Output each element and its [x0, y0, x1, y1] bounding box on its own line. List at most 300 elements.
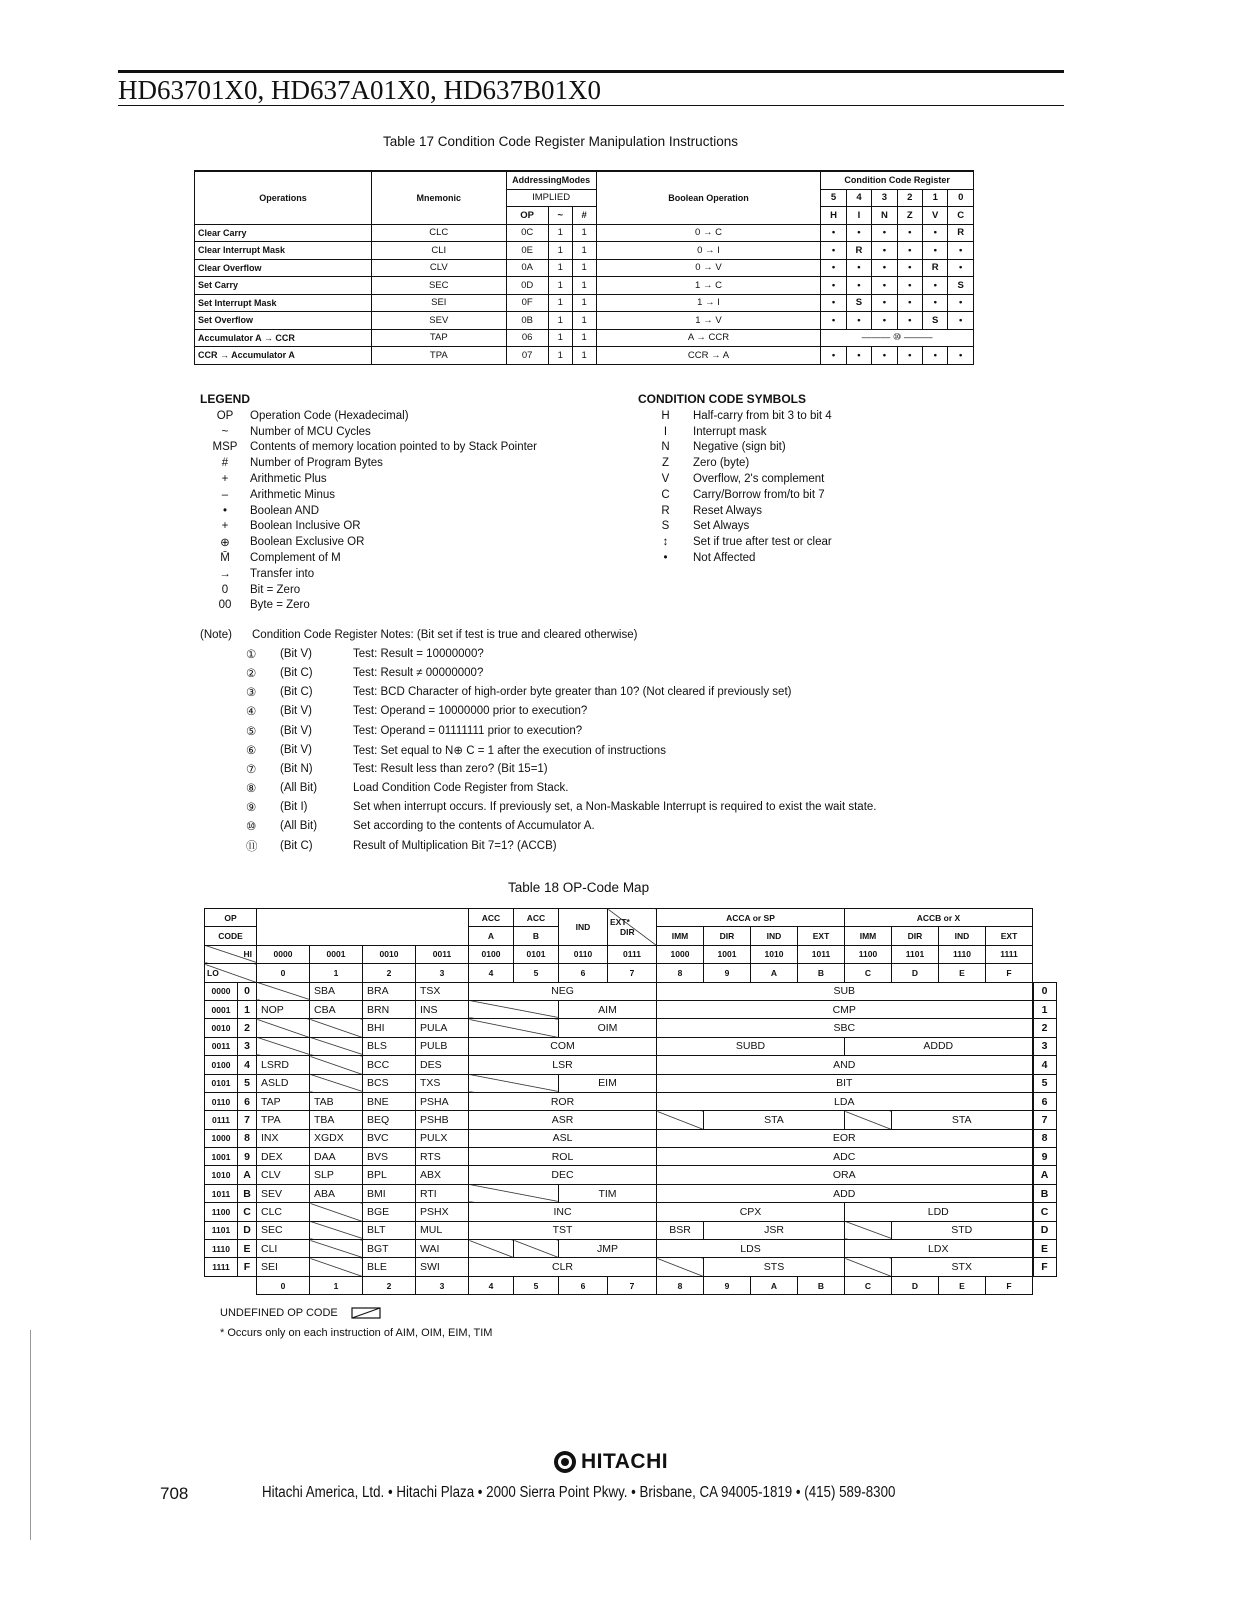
- cc-cell: •: [821, 259, 846, 277]
- hi-hex-cell: E: [939, 1276, 986, 1294]
- acc-label: ACC: [514, 909, 559, 927]
- boolean-cell: CCR → A: [596, 347, 821, 365]
- note-item: [200, 702, 877, 721]
- table-row: [195, 259, 974, 277]
- mnemonic-cell: BRA: [363, 982, 416, 1000]
- instruction-cell: ASR: [469, 1111, 657, 1129]
- list-item: [638, 424, 832, 440]
- cc-cell: •: [948, 259, 974, 277]
- cc-span-cell: ——— ⑩ ———: [821, 329, 974, 347]
- note-text: Test: BCD Character of high-order byte greater than 10? (Not cleared if previously set): [353, 686, 792, 699]
- operation-cell: CCR → Accumulator A: [195, 347, 372, 365]
- instruction-cell: EOR: [657, 1129, 1033, 1147]
- symbol: N: [661, 441, 670, 454]
- symbol: →: [219, 567, 231, 580]
- list-item: [638, 503, 832, 519]
- list-item: [200, 487, 537, 503]
- lo-bin-cell: 0010: [205, 1019, 238, 1037]
- note-item: [200, 644, 877, 663]
- mnemonic-cell: BHI: [363, 1019, 416, 1037]
- lo-hex-right-cell: E: [1033, 1240, 1057, 1258]
- note-number: ⑥: [246, 744, 257, 757]
- hi-bin-cell: 1111: [986, 945, 1033, 963]
- opcode-row: [205, 1240, 1057, 1258]
- lo-bin-cell: 0101: [205, 1074, 238, 1092]
- undefined-opcode-cell: [469, 1074, 559, 1092]
- lo-hex-cell: 1: [238, 1000, 257, 1018]
- mnemonic-cell: PULX: [416, 1129, 469, 1147]
- instruction-cell: BSR: [657, 1221, 704, 1239]
- mnemonic-cell: TSX: [416, 982, 469, 1000]
- cc-cell: R: [846, 242, 871, 260]
- hi-hex-cell: 3: [416, 964, 469, 982]
- undefined-opcode-cell: [310, 1258, 363, 1276]
- mode-dir: DIR: [892, 927, 939, 945]
- note-text: Test: Result less than zero? (Bit 15=1): [353, 762, 548, 775]
- opcode-cell: 0D: [506, 277, 548, 295]
- undefined-opcode-cell: [310, 1037, 363, 1055]
- symbol: M̄: [220, 552, 230, 565]
- table-row: [195, 347, 974, 365]
- hi-hex-cell: 3: [416, 1276, 469, 1294]
- cc-cell: •: [923, 347, 948, 365]
- list-item: [638, 440, 832, 456]
- hi-hex-cell: A: [751, 964, 798, 982]
- opcode-map-table: [204, 908, 1057, 1295]
- mnemonic-cell: PSHA: [416, 1092, 469, 1110]
- lo-hex-right-cell: 1: [1033, 1000, 1057, 1018]
- symbol-description: Boolean Exclusive OR: [250, 536, 365, 549]
- flag-c: C: [948, 207, 974, 225]
- note-number: ⑩: [246, 821, 257, 834]
- instruction-cell: CMP: [657, 1000, 1033, 1018]
- header-rule-top: [118, 70, 1064, 73]
- hi-bin-cell: 0111: [608, 945, 657, 963]
- note-text: Test: Result = 10000000?: [353, 647, 484, 660]
- lo-bin-cell: 1110: [205, 1240, 238, 1258]
- note-text: Test: Operand = 10000000 prior to execution?: [353, 705, 588, 718]
- undefined-opcode-cell: [310, 1019, 363, 1037]
- bit-2: 2: [897, 189, 922, 207]
- undefined-opcode-cell: [257, 982, 310, 1000]
- hi-hex-cell: B: [798, 1276, 845, 1294]
- table18-caption: Table 18 OP-Code Map: [508, 880, 650, 895]
- mnemonic-cell: PSHX: [416, 1203, 469, 1221]
- cc-cell: •: [923, 277, 948, 295]
- symbol: S: [661, 520, 670, 533]
- mnemonic-cell: SEV: [257, 1184, 310, 1202]
- cc-cell: R: [923, 259, 948, 277]
- undefined-opcode-cell: [514, 1240, 559, 1258]
- symbol-description: Bit = Zero: [250, 583, 301, 596]
- footnote: * Occurs only on each instruction of AIM, OIM, EIM, TIM: [220, 1327, 493, 1339]
- cycles-cell: 1: [548, 329, 572, 347]
- symbol: 00: [218, 599, 232, 612]
- opcode-row: [205, 1037, 1057, 1055]
- cc-cell: •: [872, 294, 897, 312]
- table-row: [195, 329, 974, 347]
- opcode-row: [205, 1203, 1057, 1221]
- instruction-cell: ROL: [469, 1148, 657, 1166]
- instruction-cell: JSR: [704, 1221, 845, 1239]
- mode-dir: DIR: [704, 927, 751, 945]
- opcode-cell: 0E: [506, 242, 548, 260]
- list-item: [200, 471, 537, 487]
- mnemonic-cell: RTS: [416, 1148, 469, 1166]
- note-bit: (All Bit): [280, 820, 318, 833]
- mnemonic-cell: BVC: [363, 1129, 416, 1147]
- list-item: [200, 424, 537, 440]
- instruction-cell: ASL: [469, 1129, 657, 1147]
- list-item: [200, 440, 537, 456]
- mnemonic-cell: CLC: [371, 224, 506, 242]
- cc-cell: •: [897, 242, 922, 260]
- accb-x-label: ACCB or X: [845, 909, 1033, 927]
- bytes-cell: 1: [572, 329, 596, 347]
- boolean-cell: 0 → C: [596, 224, 821, 242]
- list-item: [200, 598, 537, 614]
- opcode-cell: 07: [506, 347, 548, 365]
- symbol: Z: [661, 457, 670, 470]
- instruction-cell: STA: [892, 1111, 1033, 1129]
- boolean-cell: 1 → I: [596, 294, 821, 312]
- instruction-cell: LDA: [657, 1092, 1033, 1110]
- note-number: ⑪: [246, 840, 258, 853]
- mnemonic-cell: PULA: [416, 1019, 469, 1037]
- lo-hex-right-cell: F: [1033, 1258, 1057, 1276]
- undefined-opcode-cell: [469, 1000, 559, 1018]
- mnemonic-cell: ABX: [416, 1166, 469, 1184]
- instruction-cell: SUBD: [657, 1037, 845, 1055]
- mnemonic-cell: BLT: [363, 1221, 416, 1239]
- instruction-cell: LDD: [845, 1203, 1033, 1221]
- hi-bin-cell: 0010: [363, 945, 416, 963]
- operations-header: Operations: [195, 171, 372, 224]
- lo-hex-cell: 9: [238, 1148, 257, 1166]
- undefined-opcode-cell: [310, 1074, 363, 1092]
- hi-hex-cell: 6: [559, 1276, 608, 1294]
- lo-bin-cell: 0100: [205, 1056, 238, 1074]
- undefined-opcode-cell: [310, 1203, 363, 1221]
- ccr-notes: [200, 625, 877, 855]
- mnemonic-cell: SBA: [310, 982, 363, 1000]
- mnemonic-cell: BCC: [363, 1056, 416, 1074]
- mnemonic-cell: DAA: [310, 1148, 363, 1166]
- flag-h: H: [821, 207, 846, 225]
- note-bit: (Bit V): [280, 743, 312, 756]
- instruction-cell: DEC: [469, 1166, 657, 1184]
- mnemonic-cell: TXS: [416, 1074, 469, 1092]
- symbol-description: Set Always: [693, 520, 750, 533]
- lo-hex-cell: 4: [238, 1056, 257, 1074]
- mnemonic-cell: CLI: [371, 242, 506, 260]
- cc-symbols-title: CONDITION CODE SYMBOLS: [638, 392, 807, 406]
- instruction-cell: SUB: [657, 982, 1033, 1000]
- lo-hex-cell: 5: [238, 1074, 257, 1092]
- list-item: [200, 519, 537, 535]
- mnemonic-cell: DES: [416, 1056, 469, 1074]
- cc-cell: •: [846, 224, 871, 242]
- symbol-description: Boolean Inclusive OR: [250, 520, 361, 533]
- page-title: HD63701X0, HD637A01X0, HD637B01X0: [118, 75, 601, 105]
- hi-bin-cell: 0100: [469, 945, 514, 963]
- note-number: ③: [246, 687, 257, 700]
- op-label: OP: [205, 909, 257, 927]
- hi-hex-cell: 4: [469, 964, 514, 982]
- cc-cell: •: [948, 242, 974, 260]
- symbol: #: [221, 457, 229, 470]
- list-item: [638, 455, 832, 471]
- cc-cell: •: [923, 242, 948, 260]
- cycles-cell: 1: [548, 294, 572, 312]
- symbol-description: Carry/Borrow from/to bit 7: [693, 488, 825, 501]
- code-label: CODE: [205, 927, 257, 945]
- cc-cell: •: [948, 347, 974, 365]
- instruction-cell: SBC: [657, 1019, 1033, 1037]
- mnemonic-cell: INS: [416, 1000, 469, 1018]
- opcode-cell: 0F: [506, 294, 548, 312]
- cc-cell: •: [846, 312, 871, 330]
- instruction-cell: ADC: [657, 1148, 1033, 1166]
- boolean-cell: 1 → C: [596, 277, 821, 295]
- symbol: ↕: [662, 536, 669, 549]
- table-row: [195, 294, 974, 312]
- note-bit: (Bit C): [280, 686, 313, 699]
- mnemonic-cell: WAI: [416, 1240, 469, 1258]
- note-item: [200, 683, 877, 702]
- notes-label: (Note): [200, 628, 232, 641]
- lo-hex-right-cell: 4: [1033, 1056, 1057, 1074]
- instruction-cell: BIT: [657, 1074, 1033, 1092]
- instruction-cell: AND: [657, 1056, 1033, 1074]
- operation-cell: Set Carry: [195, 277, 372, 295]
- list-item: [638, 487, 832, 503]
- cc-cell: •: [872, 242, 897, 260]
- mnemonic-cell: SWI: [416, 1258, 469, 1276]
- cycles-cell: 1: [548, 224, 572, 242]
- symbol-description: Contents of memory location pointed to by Stack Pointer: [250, 441, 538, 454]
- mnemonic-cell: SEV: [371, 312, 506, 330]
- lo-hex-cell: 8: [238, 1129, 257, 1147]
- lo-hex-right-cell: 5: [1033, 1074, 1057, 1092]
- instruction-cell: STD: [892, 1221, 1033, 1239]
- hitachi-logo: [553, 1450, 668, 1474]
- implied-header: IMPLIED: [506, 189, 596, 207]
- hi-bin-cell: 0101: [514, 945, 559, 963]
- undefined-opcode-cell: [657, 1258, 704, 1276]
- instruction-cell: LDX: [845, 1240, 1033, 1258]
- instruction-cell: STS: [704, 1258, 845, 1276]
- hi-hex-cell: 9: [704, 964, 751, 982]
- symbol-description: Operation Code (Hexadecimal): [250, 409, 409, 422]
- operation-cell: Clear Overflow: [195, 259, 372, 277]
- hi-hex-cell: 0: [257, 1276, 310, 1294]
- note-number: ①: [246, 648, 257, 661]
- header-rule-bottom: [118, 105, 1064, 106]
- legend-title: LEGEND: [200, 392, 251, 406]
- hi-hex-cell: F: [986, 964, 1033, 982]
- cc-cell: •: [872, 224, 897, 242]
- lo-hex-cell: A: [238, 1166, 257, 1184]
- note-number: ⑦: [246, 763, 257, 776]
- lo-hex-cell: 0: [238, 982, 257, 1000]
- hi-bin-cell: 1000: [657, 945, 704, 963]
- symbol-description: Number of MCU Cycles: [250, 425, 371, 438]
- ccr-manipulation-table: [194, 170, 974, 365]
- list-item: [200, 408, 537, 424]
- undefined-opcode-cell: [310, 1056, 363, 1074]
- mnemonic-cell: CLV: [257, 1166, 310, 1184]
- bit-1: 1: [923, 189, 948, 207]
- lo-bin-cell: 1001: [205, 1148, 238, 1166]
- note-item: [200, 740, 877, 759]
- lo-bin-cell: 1011: [205, 1184, 238, 1202]
- note-text: Set according to the contents of Accumulator A.: [353, 820, 595, 833]
- table17-caption: Table 17 Condition Code Register Manipulation Instructions: [383, 134, 738, 149]
- mnemonic-cell: ASLD: [257, 1074, 310, 1092]
- symbol-description: Not Affected: [693, 552, 756, 565]
- note-number: ④: [246, 706, 257, 719]
- symbol-description: Byte = Zero: [250, 599, 310, 612]
- hitachi-logo-icon: [553, 1450, 577, 1474]
- lo-hex-right-cell: D: [1033, 1221, 1057, 1239]
- lo-bin-cell: 1010: [205, 1166, 238, 1184]
- lo-label: LO: [205, 964, 257, 982]
- cc-cell: •: [948, 312, 974, 330]
- mnemonic-cell: LSRD: [257, 1056, 310, 1074]
- symbol: –: [221, 488, 229, 501]
- hi-hex-cell: A: [751, 1276, 798, 1294]
- mode-imm: IMM: [845, 927, 892, 945]
- symbol: I: [663, 425, 668, 438]
- mnemonic-cell: XGDX: [310, 1129, 363, 1147]
- bit-5: 5: [821, 189, 846, 207]
- lo-hex-cell: 7: [238, 1111, 257, 1129]
- note-number: ⑤: [246, 725, 257, 738]
- opcode-row: [205, 1184, 1057, 1202]
- operation-cell: Set Overflow: [195, 312, 372, 330]
- mnemonic-cell: BGE: [363, 1203, 416, 1221]
- brand-name: HITACHI: [581, 1450, 669, 1473]
- cc-cell: S: [948, 277, 974, 295]
- mnemonic-cell: TAB: [310, 1092, 363, 1110]
- note-number: ②: [246, 667, 257, 680]
- symbol-description: Complement of M: [250, 552, 341, 565]
- cc-cell: S: [923, 312, 948, 330]
- cc-cell: •: [821, 224, 846, 242]
- note-bit: (Bit C): [280, 839, 313, 852]
- cc-cell: •: [923, 294, 948, 312]
- hi-bin-cell: 0001: [310, 945, 363, 963]
- cc-cell: •: [846, 347, 871, 365]
- symbol: 0: [221, 583, 229, 596]
- mode-ext: EXT: [986, 927, 1033, 945]
- cc-cell: •: [897, 259, 922, 277]
- mnemonic-cell: MUL: [416, 1221, 469, 1239]
- mnemonic-cell: BEQ: [363, 1111, 416, 1129]
- instruction-cell: OIM: [559, 1019, 657, 1037]
- mode-imm: IMM: [657, 927, 704, 945]
- operation-cell: Set Interrupt Mask: [195, 294, 372, 312]
- mnemonic-cell: BGT: [363, 1240, 416, 1258]
- lo-hex-right-cell: 7: [1033, 1111, 1057, 1129]
- hi-hex-cell: D: [892, 1276, 939, 1294]
- flag-n: N: [872, 207, 897, 225]
- cc-cell: •: [846, 277, 871, 295]
- flag-v: V: [923, 207, 948, 225]
- lo-bin-cell: 1100: [205, 1203, 238, 1221]
- instruction-cell: ADD: [657, 1184, 1033, 1202]
- bytes-header: #: [572, 207, 596, 225]
- hi-hex-cell: F: [986, 1276, 1033, 1294]
- bytes-cell: 1: [572, 259, 596, 277]
- mnemonic-cell: CLC: [257, 1203, 310, 1221]
- note-text: Test: Operand = 01111111 prior to execution?: [353, 724, 583, 737]
- symbol: •: [663, 552, 668, 565]
- symbol-description: Interrupt mask: [693, 425, 767, 438]
- instruction-cell: JMP: [559, 1240, 657, 1258]
- hi-hex-cell: 9: [704, 1276, 751, 1294]
- acc-a-label: A: [469, 927, 514, 945]
- instruction-cell: STX: [892, 1258, 1033, 1276]
- list-item: [200, 550, 537, 566]
- mnemonic-cell: PSHB: [416, 1111, 469, 1129]
- mnemonic-cell: NOP: [257, 1000, 310, 1018]
- opcode-row: [205, 1258, 1057, 1276]
- cc-cell: •: [872, 312, 897, 330]
- list-item: [200, 503, 537, 519]
- acc-label: ACC: [469, 909, 514, 927]
- undefined-opcode-cell: [845, 1258, 892, 1276]
- operation-cell: Accumulator A → CCR: [195, 329, 372, 347]
- bytes-cell: 1: [572, 277, 596, 295]
- condition-code-symbols: [638, 392, 832, 566]
- instruction-cell: CPX: [657, 1203, 845, 1221]
- bit-4: 4: [846, 189, 871, 207]
- boolean-cell: 0 → I: [596, 242, 821, 260]
- lo-hex-cell: 6: [238, 1092, 257, 1110]
- boolean-header: Boolean Operation: [596, 171, 821, 224]
- mnemonic-cell: TPA: [257, 1111, 310, 1129]
- instruction-cell: INC: [469, 1203, 657, 1221]
- bytes-cell: 1: [572, 224, 596, 242]
- cc-cell: •: [821, 242, 846, 260]
- instruction-cell: TST: [469, 1221, 657, 1239]
- cycles-cell: 1: [548, 277, 572, 295]
- cycles-header: ~: [548, 207, 572, 225]
- symbol-description: Arithmetic Plus: [250, 473, 327, 486]
- symbol: +: [221, 473, 229, 486]
- symbol-description: Set if true after test or clear: [693, 536, 832, 549]
- opcode-row: [205, 1092, 1057, 1110]
- lo-hex-right-cell: 8: [1033, 1129, 1057, 1147]
- instruction-cell: TIM: [559, 1184, 657, 1202]
- mnemonic-cell: DEX: [257, 1148, 310, 1166]
- opcode-row: [205, 1074, 1057, 1092]
- instruction-cell: ADDD: [845, 1037, 1033, 1055]
- hi-bin-cell: 1110: [939, 945, 986, 963]
- lo-hex-right-cell: 9: [1033, 1148, 1057, 1166]
- instruction-cell: ORA: [657, 1166, 1033, 1184]
- hi-hex-cell: 5: [514, 964, 559, 982]
- cc-cell: •: [897, 277, 922, 295]
- legend: [200, 392, 537, 613]
- lo-hex-cell: E: [238, 1240, 257, 1258]
- mnemonic-cell: SLP: [310, 1166, 363, 1184]
- hi-hex-cell: B: [798, 964, 845, 982]
- undefined-opcode-cell: [469, 1184, 559, 1202]
- mnemonic-cell: BCS: [363, 1074, 416, 1092]
